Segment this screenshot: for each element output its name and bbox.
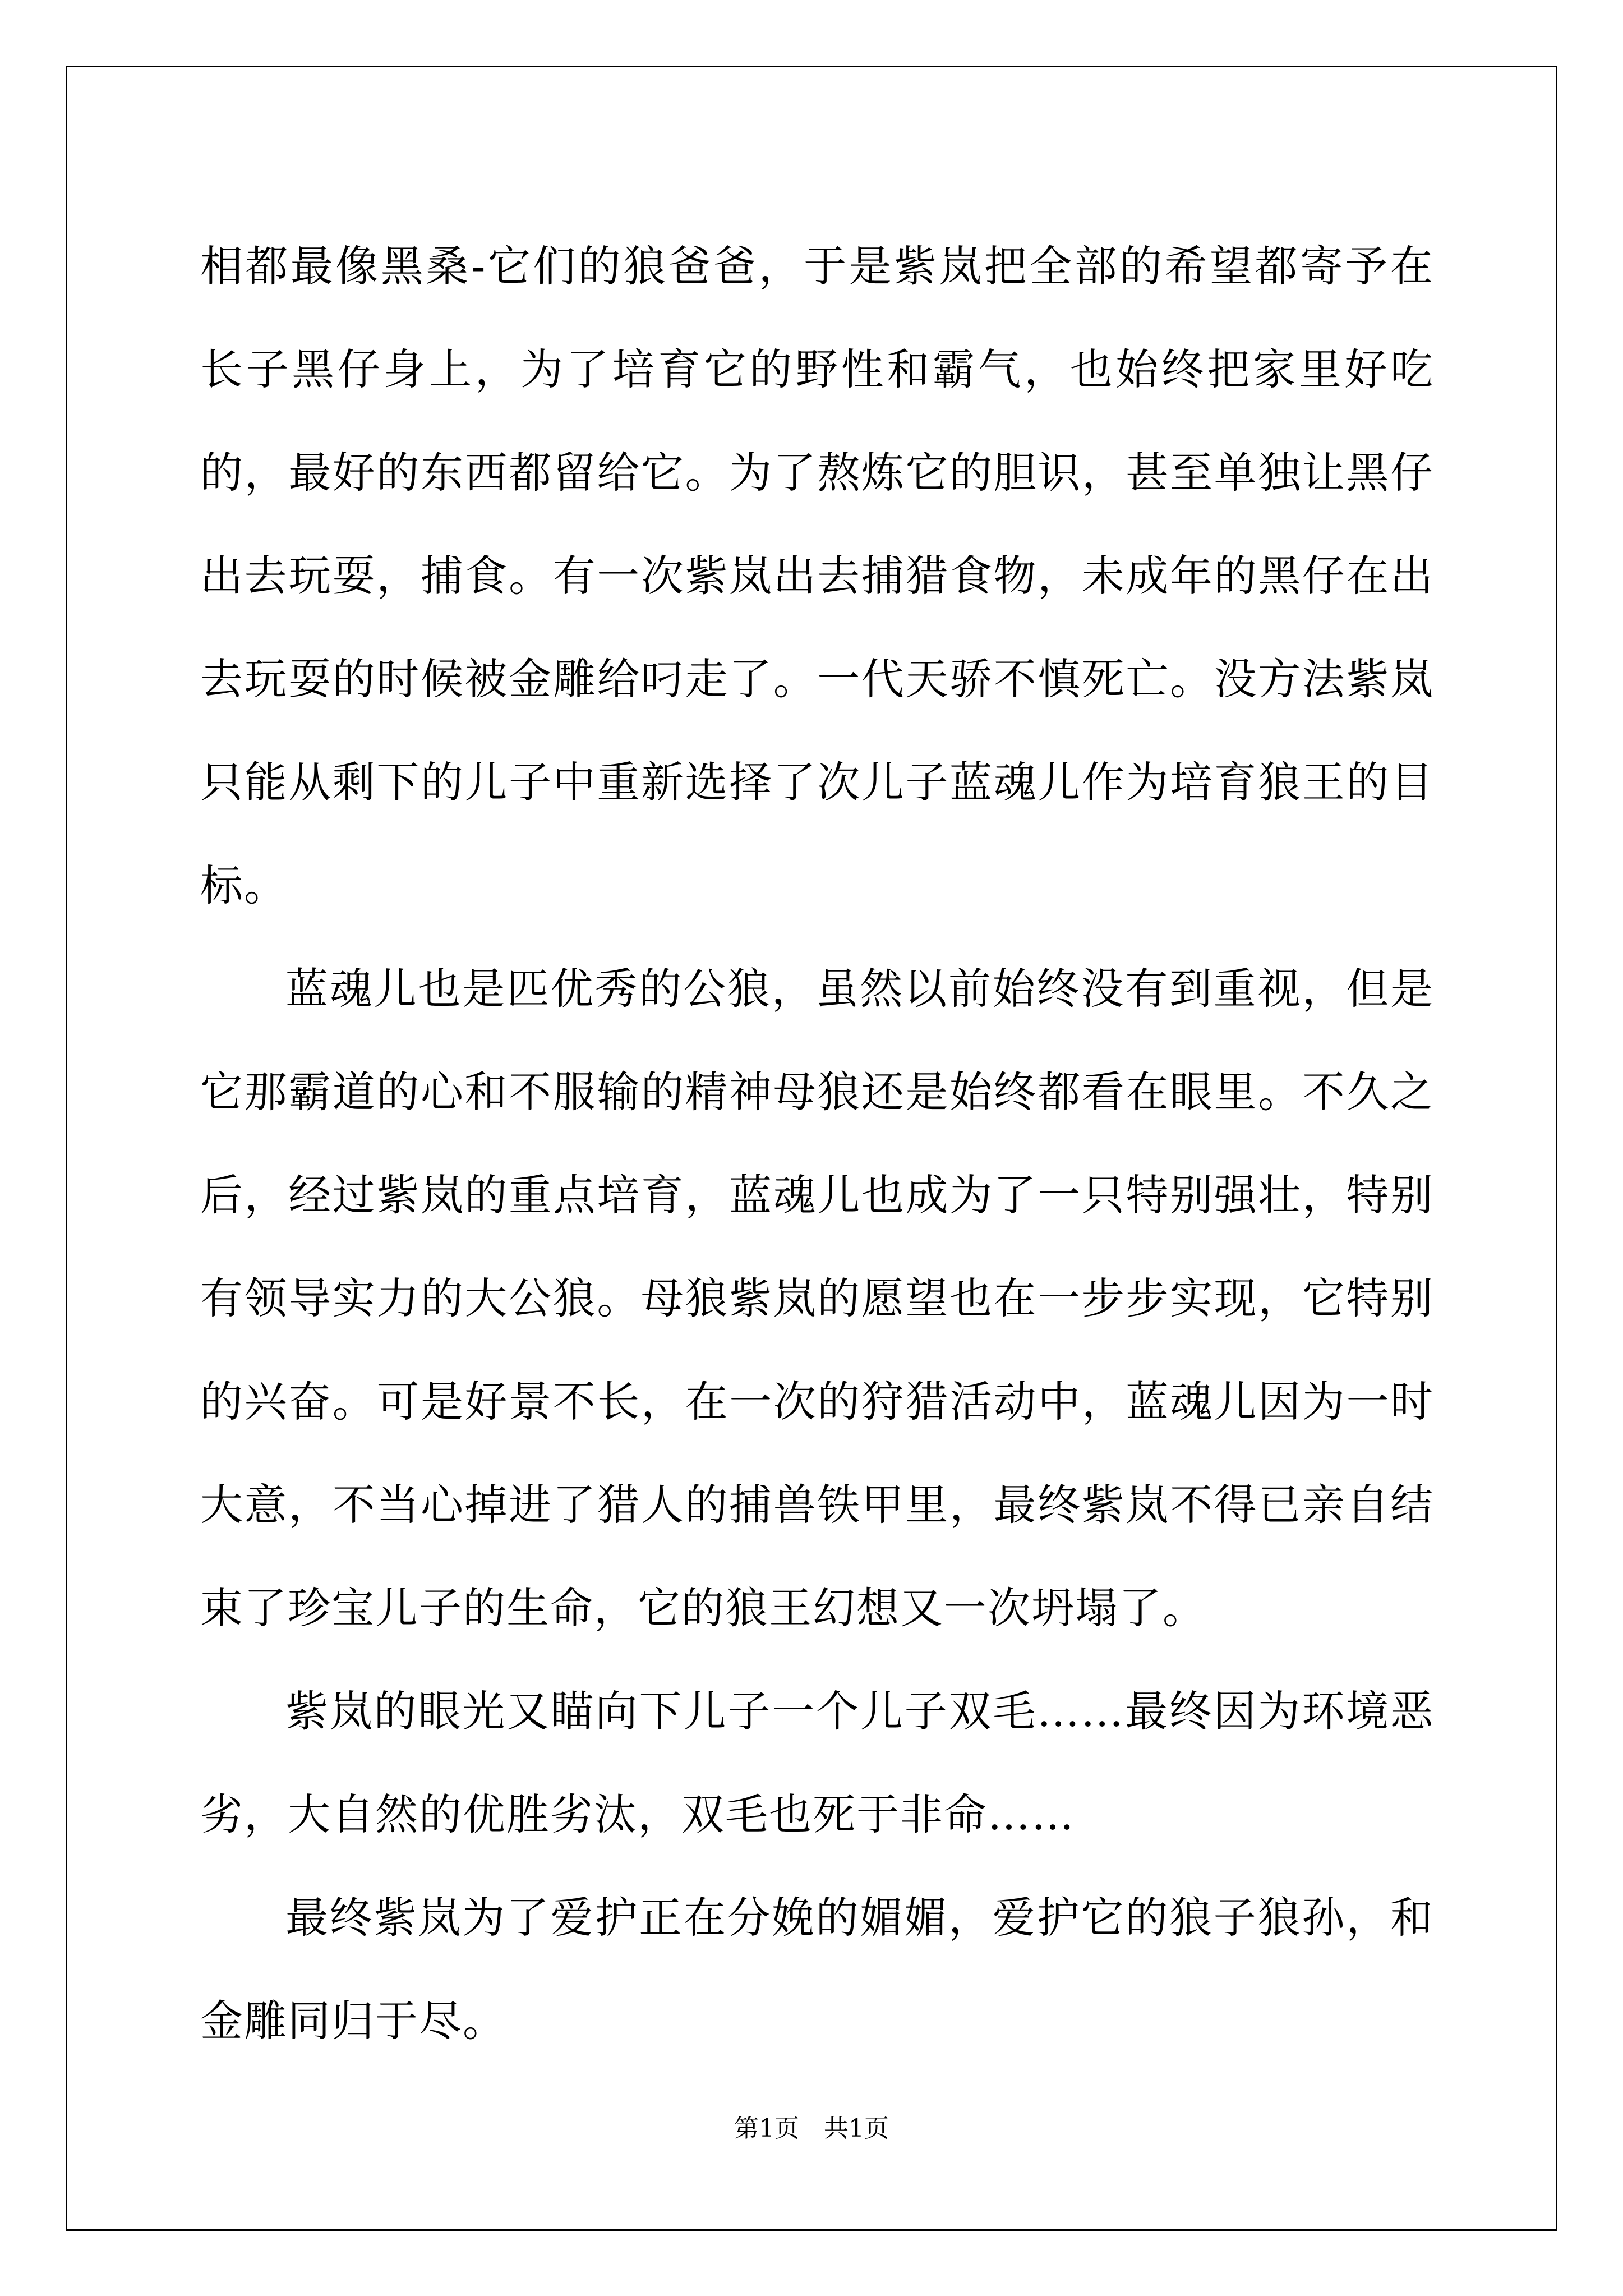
paragraph-3: 紫岚的眼光又瞄向下儿子一个儿子双毛……最终因为环境恶劣，大自然的优胜劣汰，双毛也死于非命…… [200,1686,1434,1839]
paragraph-2: 蓝魂儿也是匹优秀的公狼，虽然以前始终没有到重视，但是它那霸道的心和不服输的精神母狼还是始终都看在眼里。不久之后，经过紫岚的重点培育，蓝魂儿也成为了一只特别强壮，特别有领导实力的大公狼。母狼紫岚的愿望也在一步步实现，它特别的兴奋。可是好景不长，在一次的狩猎活动中，蓝魂儿因为一时大意，不当心掉进了猎人的捕兽铁甲里，最终紫岚不得已亲自结束了珍宝儿子的生命，它的狼王幻想又一次坍塌了。 [200,964,1434,1633]
document-body [200,215,1434,2073]
page-footer: 第1页 共1页 [734,2114,889,2143]
paragraph-1: 相都最像黑桑-它们的狼爸爸，于是紫岚把全部的希望都寄予在长子黑仔身上，为了培育它的野性和霸气，也始终把家里好吃的，最好的东西都留给它。为了熬炼它的胆识，甚至单独让黑仔出去玩耍，捕食。有一次紫岚出去捕猎食物，未成年的黑仔在出去玩耍的时候被金雕给叼走了。一代天骄不慎死亡。没方法紫岚只能从剩下的儿子中重新选择了次儿子蓝魂儿作为培育狼王的目标。 [200,241,1434,910]
paragraph-4: 最终紫岚为了爱护正在分娩的媚媚，爱护它的狼子狼孙，和金雕同归于尽。 [200,1893,1434,2046]
